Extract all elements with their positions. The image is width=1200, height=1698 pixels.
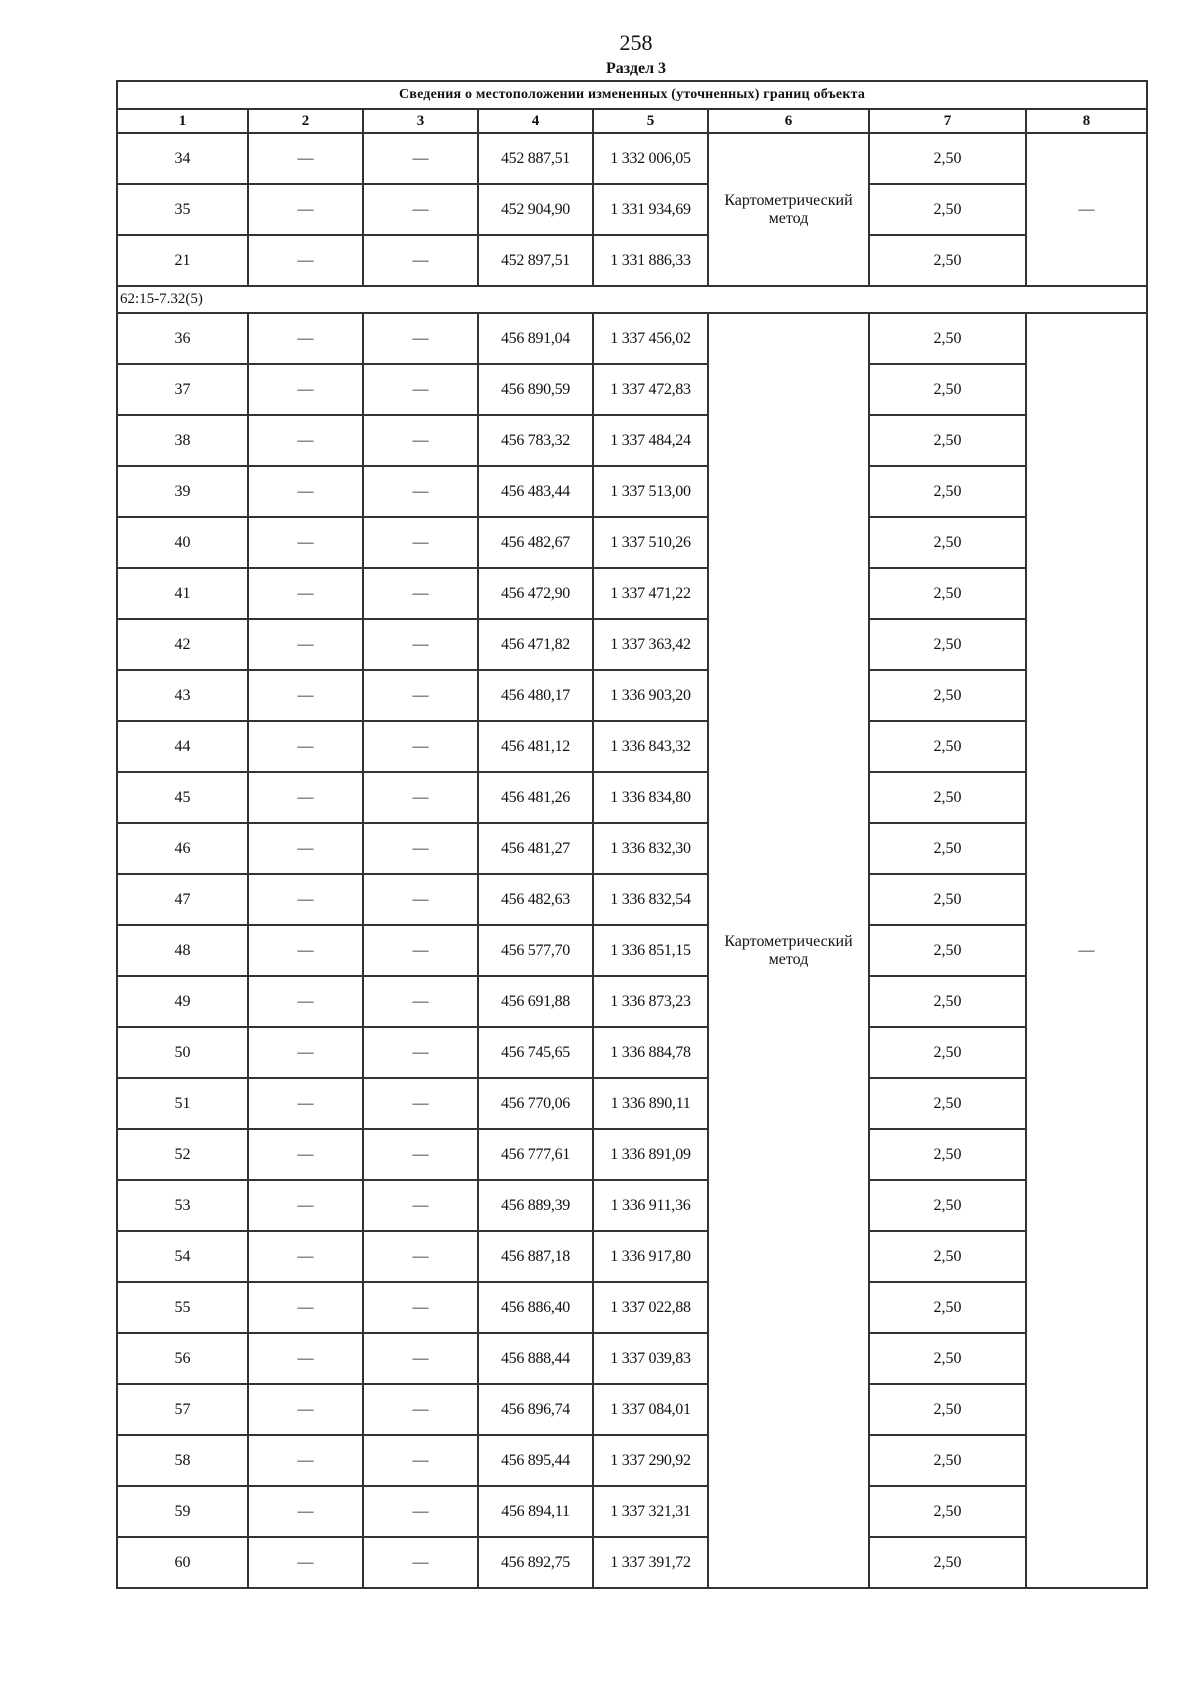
column-3-cell: —	[363, 1231, 478, 1282]
column-3-cell: —	[363, 1078, 478, 1129]
table-row	[117, 364, 1147, 415]
section-title: Раздел 3	[605, 60, 667, 77]
table-row	[117, 721, 1147, 772]
x-coordinate-cell: 456 889,39	[478, 1180, 593, 1231]
column-2-cell: —	[248, 1078, 363, 1129]
column-3-cell: —	[363, 1282, 478, 1333]
column-3-cell: —	[363, 517, 478, 568]
point-number-cell: 54	[117, 1231, 248, 1282]
x-coordinate-cell: 456 481,27	[478, 823, 593, 874]
column-2-cell: —	[248, 976, 363, 1027]
accuracy-cell: 2,50	[869, 1537, 1026, 1588]
x-coordinate-cell: 456 896,74	[478, 1384, 593, 1435]
accuracy-cell: 2,50	[869, 721, 1026, 772]
column-3-cell: —	[363, 466, 478, 517]
y-coordinate-cell: 1 337 456,02	[593, 313, 708, 364]
column-number: 6	[708, 109, 869, 133]
column-2-cell: —	[248, 721, 363, 772]
point-number-cell: 39	[117, 466, 248, 517]
point-number-cell: 36	[117, 313, 248, 364]
point-number-cell: 42	[117, 619, 248, 670]
x-coordinate-cell: 452 897,51	[478, 235, 593, 286]
column-3-cell: —	[363, 1384, 478, 1435]
point-number-cell: 37	[117, 364, 248, 415]
accuracy-cell: 2,50	[869, 1231, 1026, 1282]
x-coordinate-cell: 456 482,63	[478, 874, 593, 925]
y-coordinate-cell: 1 336 903,20	[593, 670, 708, 721]
group-label-row	[117, 286, 1147, 313]
y-coordinate-cell: 1 336 884,78	[593, 1027, 708, 1078]
y-coordinate-cell: 1 332 006,05	[593, 133, 708, 184]
point-number-cell: 53	[117, 1180, 248, 1231]
y-coordinate-cell: 1 336 834,80	[593, 772, 708, 823]
x-coordinate-cell: 456 481,12	[478, 721, 593, 772]
x-coordinate-cell: 456 886,40	[478, 1282, 593, 1333]
point-number-cell: 34	[117, 133, 248, 184]
y-coordinate-cell: 1 336 832,30	[593, 823, 708, 874]
table-row	[117, 1231, 1147, 1282]
column-3-cell: —	[363, 184, 478, 235]
accuracy-cell: 2,50	[869, 364, 1026, 415]
column-2-cell: —	[248, 925, 363, 976]
point-number-cell: 38	[117, 415, 248, 466]
point-number-cell: 48	[117, 925, 248, 976]
table-row	[117, 415, 1147, 466]
accuracy-cell: 2,50	[869, 1129, 1026, 1180]
table-row	[117, 466, 1147, 517]
column-2-cell: —	[248, 1129, 363, 1180]
x-coordinate-cell: 456 888,44	[478, 1333, 593, 1384]
column-number: 4	[478, 109, 593, 133]
x-coordinate-cell: 456 895,44	[478, 1435, 593, 1486]
accuracy-cell: 2,50	[869, 670, 1026, 721]
column-number: 5	[593, 109, 708, 133]
x-coordinate-cell: 456 891,04	[478, 313, 593, 364]
column-2-cell: —	[248, 133, 363, 184]
column-2-cell: —	[248, 1384, 363, 1435]
table-row	[117, 1027, 1147, 1078]
x-coordinate-cell: 456 577,70	[478, 925, 593, 976]
accuracy-cell: 2,50	[869, 772, 1026, 823]
column-2-cell: —	[248, 517, 363, 568]
column-2-cell: —	[248, 1180, 363, 1231]
page-number: 258	[619, 30, 653, 55]
column-2-cell: —	[248, 415, 363, 466]
point-number-cell: 50	[117, 1027, 248, 1078]
column-8-cell: —	[1026, 313, 1147, 1588]
table-row	[117, 517, 1147, 568]
column-2-cell: —	[248, 1231, 363, 1282]
x-coordinate-cell: 456 890,59	[478, 364, 593, 415]
column-3-cell: —	[363, 235, 478, 286]
column-2-cell: —	[248, 184, 363, 235]
column-2-cell: —	[248, 466, 363, 517]
point-number-cell: 58	[117, 1435, 248, 1486]
x-coordinate-cell: 456 770,06	[478, 1078, 593, 1129]
column-2-cell: —	[248, 1486, 363, 1537]
column-3-cell: —	[363, 415, 478, 466]
accuracy-cell: 2,50	[869, 517, 1026, 568]
table-row	[117, 1435, 1147, 1486]
table-row	[117, 313, 1147, 364]
column-3-cell: —	[363, 1129, 478, 1180]
x-coordinate-cell: 456 783,32	[478, 415, 593, 466]
y-coordinate-cell: 1 337 471,22	[593, 568, 708, 619]
column-2-cell: —	[248, 235, 363, 286]
column-2-cell: —	[248, 568, 363, 619]
y-coordinate-cell: 1 337 290,92	[593, 1435, 708, 1486]
group-label: 62:15-7.32(5)	[117, 286, 1147, 313]
table-row	[117, 670, 1147, 721]
column-2-cell: —	[248, 670, 363, 721]
x-coordinate-cell: 456 481,26	[478, 772, 593, 823]
column-3-cell: —	[363, 670, 478, 721]
x-coordinate-cell: 456 691,88	[478, 976, 593, 1027]
point-number-cell: 47	[117, 874, 248, 925]
y-coordinate-cell: 1 337 022,88	[593, 1282, 708, 1333]
column-2-cell: —	[248, 313, 363, 364]
x-coordinate-cell: 452 887,51	[478, 133, 593, 184]
column-3-cell: —	[363, 568, 478, 619]
column-3-cell: —	[363, 976, 478, 1027]
accuracy-cell: 2,50	[869, 619, 1026, 670]
y-coordinate-cell: 1 331 886,33	[593, 235, 708, 286]
column-2-cell: —	[248, 1027, 363, 1078]
x-coordinate-cell: 452 904,90	[478, 184, 593, 235]
column-3-cell: —	[363, 823, 478, 874]
column-3-cell: —	[363, 313, 478, 364]
accuracy-cell: 2,50	[869, 1027, 1026, 1078]
column-number: 3	[363, 109, 478, 133]
column-2-cell: —	[248, 823, 363, 874]
point-number-cell: 49	[117, 976, 248, 1027]
accuracy-cell: 2,50	[869, 1180, 1026, 1231]
column-3-cell: —	[363, 1435, 478, 1486]
table-row	[117, 1486, 1147, 1537]
point-number-cell: 35	[117, 184, 248, 235]
boundary-coordinates-table	[116, 80, 1148, 1589]
x-coordinate-cell: 456 892,75	[478, 1537, 593, 1588]
table-row	[117, 976, 1147, 1027]
point-number-cell: 60	[117, 1537, 248, 1588]
table-row	[117, 1078, 1147, 1129]
column-3-cell: —	[363, 619, 478, 670]
table-row	[117, 619, 1147, 670]
method-cell: Картометрический метод	[708, 313, 869, 1588]
table-row	[117, 133, 1147, 184]
y-coordinate-cell: 1 336 911,36	[593, 1180, 708, 1231]
column-number: 7	[869, 109, 1026, 133]
x-coordinate-cell: 456 471,82	[478, 619, 593, 670]
column-3-cell: —	[363, 1180, 478, 1231]
y-coordinate-cell: 1 336 843,32	[593, 721, 708, 772]
point-number-cell: 21	[117, 235, 248, 286]
accuracy-cell: 2,50	[869, 1282, 1026, 1333]
column-number: 1	[117, 109, 248, 133]
x-coordinate-cell: 456 483,44	[478, 466, 593, 517]
y-coordinate-cell: 1 337 084,01	[593, 1384, 708, 1435]
table-row	[117, 925, 1147, 976]
x-coordinate-cell: 456 887,18	[478, 1231, 593, 1282]
column-3-cell: —	[363, 1333, 478, 1384]
point-number-cell: 52	[117, 1129, 248, 1180]
table-row	[117, 568, 1147, 619]
point-number-cell: 55	[117, 1282, 248, 1333]
table-row	[117, 1384, 1147, 1435]
accuracy-cell: 2,50	[869, 568, 1026, 619]
column-3-cell: —	[363, 925, 478, 976]
column-2-cell: —	[248, 1537, 363, 1588]
y-coordinate-cell: 1 337 363,42	[593, 619, 708, 670]
point-number-cell: 43	[117, 670, 248, 721]
table-row	[117, 874, 1147, 925]
accuracy-cell: 2,50	[869, 925, 1026, 976]
table-row	[117, 823, 1147, 874]
y-coordinate-cell: 1 337 510,26	[593, 517, 708, 568]
column-8-cell: —	[1026, 133, 1147, 286]
y-coordinate-cell: 1 337 321,31	[593, 1486, 708, 1537]
x-coordinate-cell: 456 745,65	[478, 1027, 593, 1078]
accuracy-cell: 2,50	[869, 415, 1026, 466]
x-coordinate-cell: 456 472,90	[478, 568, 593, 619]
x-coordinate-cell: 456 894,11	[478, 1486, 593, 1537]
column-2-cell: —	[248, 1435, 363, 1486]
x-coordinate-cell: 456 482,67	[478, 517, 593, 568]
column-2-cell: —	[248, 619, 363, 670]
y-coordinate-cell: 1 337 391,72	[593, 1537, 708, 1588]
table-row	[117, 1282, 1147, 1333]
x-coordinate-cell: 456 777,61	[478, 1129, 593, 1180]
accuracy-cell: 2,50	[869, 184, 1026, 235]
accuracy-cell: 2,50	[869, 313, 1026, 364]
table-row	[117, 772, 1147, 823]
column-3-cell: —	[363, 133, 478, 184]
column-3-cell: —	[363, 874, 478, 925]
accuracy-cell: 2,50	[869, 1078, 1026, 1129]
x-coordinate-cell: 456 480,17	[478, 670, 593, 721]
point-number-cell: 45	[117, 772, 248, 823]
table-row	[117, 1537, 1147, 1588]
column-3-cell: —	[363, 364, 478, 415]
table-title: Сведения о местоположении измененных (уточненных) границ объекта	[117, 81, 1147, 109]
point-number-cell: 44	[117, 721, 248, 772]
point-number-cell: 51	[117, 1078, 248, 1129]
y-coordinate-cell: 1 336 917,80	[593, 1231, 708, 1282]
column-2-cell: —	[248, 364, 363, 415]
method-cell: Картометрический метод	[708, 133, 869, 286]
accuracy-cell: 2,50	[869, 874, 1026, 925]
column-3-cell: —	[363, 1486, 478, 1537]
accuracy-cell: 2,50	[869, 976, 1026, 1027]
column-3-cell: —	[363, 1027, 478, 1078]
column-2-cell: —	[248, 1333, 363, 1384]
y-coordinate-cell: 1 337 513,00	[593, 466, 708, 517]
point-number-cell: 59	[117, 1486, 248, 1537]
accuracy-cell: 2,50	[869, 1435, 1026, 1486]
y-coordinate-cell: 1 336 851,15	[593, 925, 708, 976]
point-number-cell: 46	[117, 823, 248, 874]
column-number-row	[117, 109, 1147, 133]
y-coordinate-cell: 1 331 934,69	[593, 184, 708, 235]
y-coordinate-cell: 1 336 891,09	[593, 1129, 708, 1180]
column-2-cell: —	[248, 1282, 363, 1333]
accuracy-cell: 2,50	[869, 1333, 1026, 1384]
y-coordinate-cell: 1 337 472,83	[593, 364, 708, 415]
column-2-cell: —	[248, 874, 363, 925]
point-number-cell: 56	[117, 1333, 248, 1384]
column-3-cell: —	[363, 721, 478, 772]
table-row	[117, 235, 1147, 286]
table-row	[117, 1333, 1147, 1384]
y-coordinate-cell: 1 336 873,23	[593, 976, 708, 1027]
point-number-cell: 41	[117, 568, 248, 619]
accuracy-cell: 2,50	[869, 235, 1026, 286]
accuracy-cell: 2,50	[869, 1486, 1026, 1537]
accuracy-cell: 2,50	[869, 823, 1026, 874]
column-number: 2	[248, 109, 363, 133]
column-3-cell: —	[363, 772, 478, 823]
accuracy-cell: 2,50	[869, 466, 1026, 517]
accuracy-cell: 2,50	[869, 1384, 1026, 1435]
y-coordinate-cell: 1 337 039,83	[593, 1333, 708, 1384]
table-row	[117, 1180, 1147, 1231]
column-2-cell: —	[248, 772, 363, 823]
y-coordinate-cell: 1 336 832,54	[593, 874, 708, 925]
point-number-cell: 40	[117, 517, 248, 568]
y-coordinate-cell: 1 337 484,24	[593, 415, 708, 466]
column-3-cell: —	[363, 1537, 478, 1588]
table-row	[117, 184, 1147, 235]
y-coordinate-cell: 1 336 890,11	[593, 1078, 708, 1129]
table-row	[117, 1129, 1147, 1180]
point-number-cell: 57	[117, 1384, 248, 1435]
column-number: 8	[1026, 109, 1147, 133]
accuracy-cell: 2,50	[869, 133, 1026, 184]
